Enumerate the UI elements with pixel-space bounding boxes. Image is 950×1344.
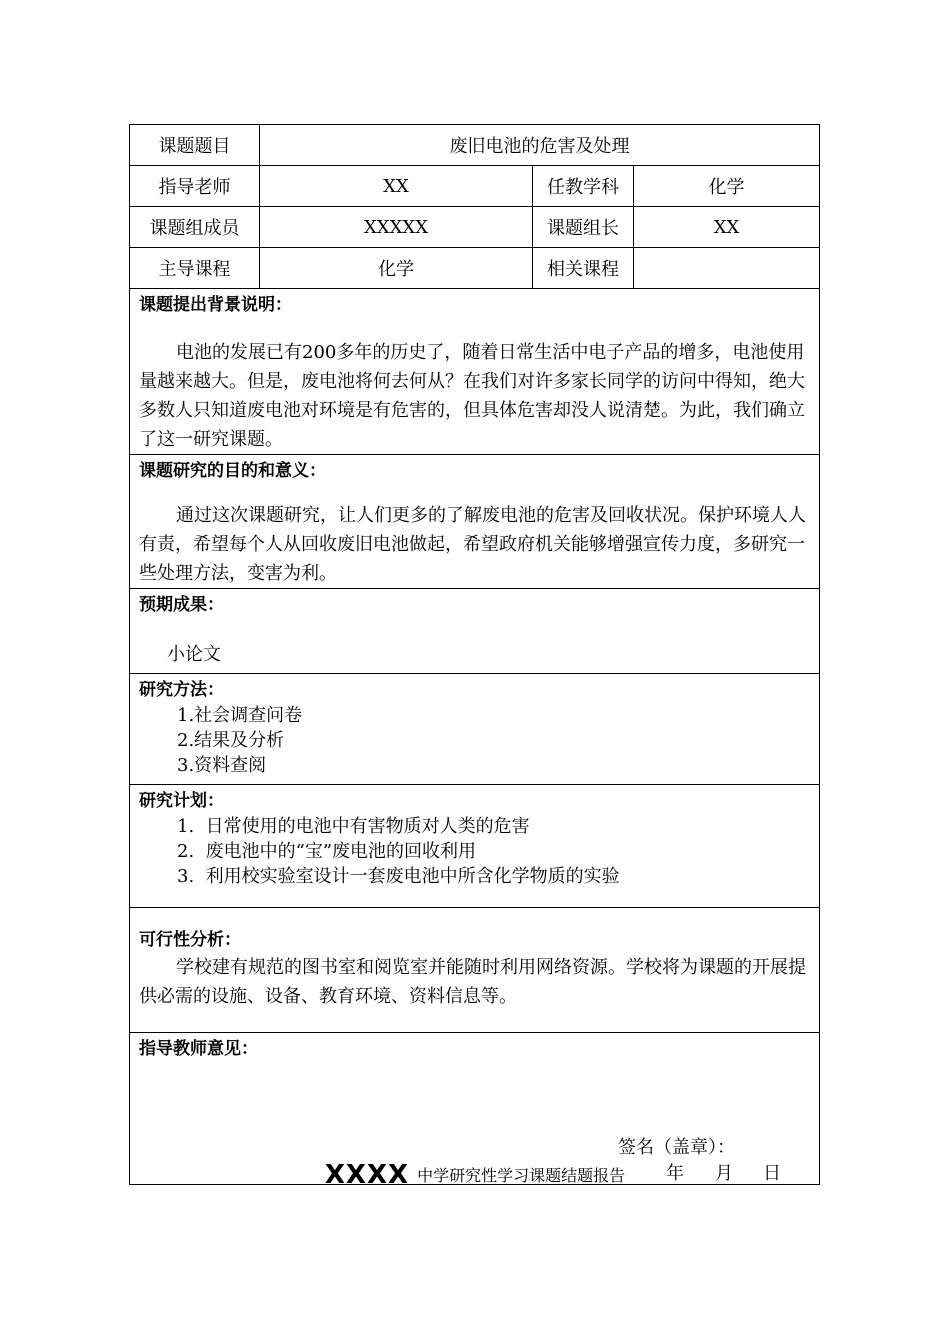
plan-item: 3. 利用校实验室设计一套废电池中所含化学物质的实验 [177, 866, 620, 887]
outcome-section [130, 589, 820, 674]
feasibility-heading: 可行性分析： [139, 930, 241, 950]
footer-title: 中学研究性学习课题结题报告 [417, 1166, 626, 1185]
purpose-heading: 课题研究的目的和意义： [139, 461, 326, 481]
background-heading: 课题提出背景说明： [139, 295, 292, 315]
topic-label: 课题题目 [130, 125, 260, 166]
related-course-value [634, 248, 820, 289]
background-body: 电池的发展已有200多年的历史了，随着日常生活中电子产品的增多，电池使用量越来越大。但是，废电池将何去何从？在我们对许多家长同学的访问中得知，绝大多数人只知道废电池对环境是有危害的，但具体危害却没人说清楚。为此，我们确立了这一研究课题。 [139, 342, 805, 450]
opinion-heading: 指导教师意见： [139, 1039, 258, 1059]
advisor-label: 指导老师 [130, 166, 260, 207]
feasibility-section [130, 908, 820, 1033]
footer-school: XXXX [324, 1160, 410, 1190]
leader-value: XX [634, 207, 820, 248]
purpose-section [130, 455, 820, 589]
plan-section [130, 785, 820, 908]
members-label: 课题组成员 [130, 207, 260, 248]
members-value: XXXXX [260, 207, 533, 248]
background-section [130, 289, 820, 455]
outcome-body: 小论文 [167, 644, 221, 665]
methods-heading: 研究方法： [139, 680, 224, 700]
subject-value: 化学 [634, 166, 820, 207]
outcome-heading: 预期成果： [139, 595, 224, 615]
main-course-label: 主导课程 [130, 248, 260, 289]
plan-item: 2. 废电池中的“宝”废电池的回收利用 [177, 841, 477, 862]
topic-value: 废旧电池的危害及处理 [260, 125, 820, 166]
date-day: 日 [763, 1163, 781, 1184]
signature-label: 签名（盖章）： [618, 1137, 735, 1158]
methods-item: 2.结果及分析 [177, 730, 285, 751]
report-table [129, 124, 820, 1185]
methods-section [130, 674, 820, 785]
methods-item: 3.资料查阅 [177, 755, 267, 776]
plan-item: 1. 日常使用的电池中有害物质对人类的危害 [177, 816, 530, 837]
subject-label: 任教学科 [533, 166, 634, 207]
report-form [129, 124, 819, 1185]
feasibility-body: 学校建有规范的图书室和阅览室并能随时利用网络资源。学校将为课题的开展提供必需的设施、设备、教育环境、资料信息等。 [139, 957, 806, 1007]
page-footer [0, 1160, 950, 1190]
advisor-value: XX [260, 166, 533, 207]
plan-heading: 研究计划： [139, 791, 224, 811]
methods-item: 1.社会调查问卷 [177, 705, 303, 726]
date-year: 年 [666, 1163, 684, 1184]
date-month: 月 [715, 1163, 733, 1184]
purpose-body: 通过这次课题研究，让人们更多的了解废电池的危害及回收状况。保护环境人人有责，希望每个人从回收废旧电池做起，希望政府机关能够增强宣传力度，多研究一些处理方法，变害为利。 [139, 505, 806, 584]
related-course-label: 相关课程 [533, 248, 634, 289]
main-course-value: 化学 [260, 248, 533, 289]
leader-label: 课题组长 [533, 207, 634, 248]
